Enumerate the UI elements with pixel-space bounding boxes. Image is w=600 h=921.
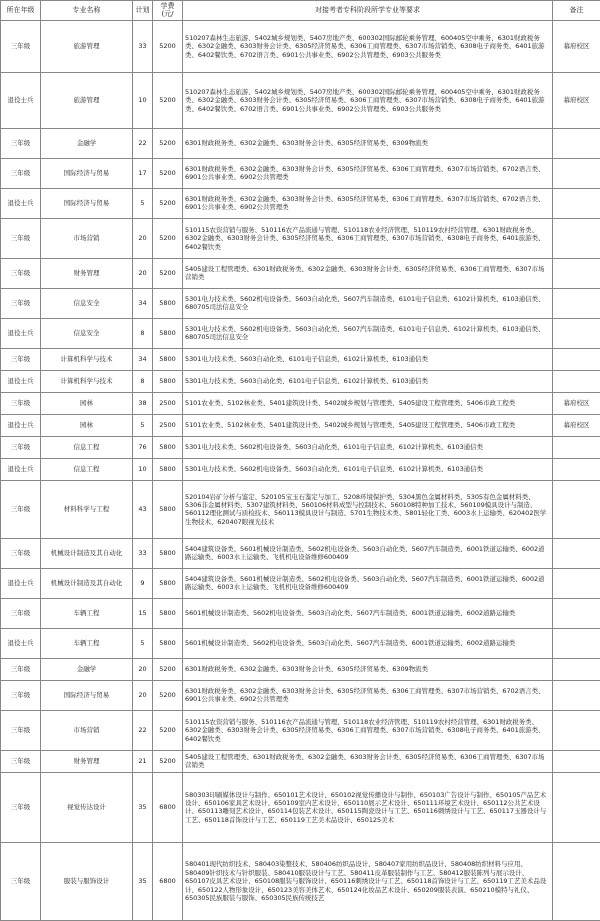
plan-cell: 20 [133, 218, 153, 258]
requirement-cell: 5301电力技术类、5602机电设备类、5603自动化类、5607汽车制造类、6101电子信息类、6102计算机类、6103通信类、680705司法信息安全 [183, 318, 553, 348]
major-cell: 计算机科学与技术 [41, 370, 133, 392]
major-cell: 市场营销 [41, 218, 133, 258]
note-cell [553, 288, 600, 318]
plan-cell: 20 [133, 658, 153, 680]
major-cell: 计算机科学与技术 [41, 348, 133, 370]
plan-cell: 38 [133, 392, 153, 414]
table-row [1, 772, 600, 842]
major-cell: 园林 [41, 414, 133, 436]
plan-cell: 20 [133, 680, 153, 710]
fee-cell: 5800 [153, 538, 183, 568]
note-cell [553, 658, 600, 680]
major-cell: 市场营销 [41, 710, 133, 750]
major-cell: 国际经济与贸易 [41, 158, 133, 188]
requirement-cell: 510207森林生态旅游、5402城乡规划类、5407房地产类、600302国际邮轮乘务管理、600405空中乘务、6301财政税务类、6302金融类、6303财务会计类、6305经济贸易类、6306工商管理类、6307市场营销类、6308电子商务类、6401旅游类、6402餐饮类、6702语言类、6901公共事业类、6902公共管理类、6903公共服务类 [183, 72, 553, 128]
requirement-cell: 5301电力技术类、5603自动化类、6101电子信息类、6102计算机类、6103通信类 [183, 348, 553, 370]
major-cell: 国际经济与贸易 [41, 188, 133, 218]
requirement-cell: 5405建设工程管理类、6301财政税务类、6302金融类、6303财务会计类、6305经济贸易类、6306工商管理类、6307市场营销类 [183, 258, 553, 288]
plan-cell: 34 [133, 348, 153, 370]
note-cell [553, 538, 600, 568]
grade-cell: 退役士兵 [1, 188, 41, 218]
table-row [1, 680, 600, 710]
major-cell: 财务管理 [41, 258, 133, 288]
fee-cell: 2500 [153, 414, 183, 436]
table-row [1, 348, 600, 370]
table-row [1, 258, 600, 288]
fee-cell: 6800 [153, 772, 183, 842]
plan-cell: 35 [133, 842, 153, 920]
fee-cell: 5800 [153, 288, 183, 318]
major-cell: 旅游管理 [41, 72, 133, 128]
fee-cell: 5200 [153, 128, 183, 158]
requirement-cell: 5101农业类、5102林业类、5401建筑设计类、5402城乡规划与管理类、5405建设工程管理类、5406市政工程类 [183, 392, 553, 414]
table-row [1, 188, 600, 218]
grade-cell: 三年级 [1, 598, 41, 628]
major-cell: 金融学 [41, 128, 133, 158]
fee-cell: 5800 [153, 318, 183, 348]
table-row [1, 750, 600, 772]
grade-cell: 三年级 [1, 680, 41, 710]
grade-cell: 三年级 [1, 20, 41, 72]
grade-cell: 三年级 [1, 772, 41, 842]
requirement-cell: 510115农资营销与服务、510116农产品流通与管理、510118农业经济管理、510119农村经营管理、6301财政税务类、6302金融类、6303财务会计类、6305经济贸易类、6306工商管理类、6307市场营销类、6308电子商务类、6401旅游类、6402餐饮类 [183, 218, 553, 258]
grade-cell: 三年级 [1, 258, 41, 288]
major-cell: 园林 [41, 392, 133, 414]
fee-cell: 5200 [153, 72, 183, 128]
fee-cell: 5800 [153, 568, 183, 598]
table-row [1, 72, 600, 128]
table-row [1, 370, 600, 392]
header-row [1, 1, 600, 21]
major-cell: 旅游管理 [41, 20, 133, 72]
major-cell: 国际经济与贸易 [41, 680, 133, 710]
fee-cell: 5800 [153, 348, 183, 370]
fee-cell: 5800 [153, 628, 183, 658]
grade-cell: 三年级 [1, 218, 41, 258]
requirement-cell: 5404建筑设备类、5601机械设计制造类、5602机电设备类、5603自动化类、5607汽车制造类、6001铁道运输类、6002道路运输类、6003水上运输类、飞机机电设备维修600409 [183, 538, 553, 568]
plan-cell: 34 [133, 288, 153, 318]
major-cell: 信息工程 [41, 436, 133, 458]
fee-cell: 5200 [153, 158, 183, 188]
plan-cell: 21 [133, 750, 153, 772]
plan-cell: 10 [133, 458, 153, 480]
table-row [1, 218, 600, 258]
grade-cell: 退役士兵 [1, 318, 41, 348]
note-cell [553, 628, 600, 658]
grade-cell: 三年级 [1, 348, 41, 370]
plan-cell: 33 [133, 20, 153, 72]
grade-cell: 退役士兵 [1, 72, 41, 128]
plan-cell: 5 [133, 628, 153, 658]
grade-cell: 三年级 [1, 288, 41, 318]
table-row [1, 568, 600, 598]
plan-cell: 35 [133, 772, 153, 842]
note-cell [553, 436, 600, 458]
grade-cell: 三年级 [1, 158, 41, 188]
major-cell: 信息安全 [41, 288, 133, 318]
note-cell [553, 370, 600, 392]
fee-cell: 5800 [153, 598, 183, 628]
requirement-cell: 6301财政税务类、6302金融类、6303财务会计类、6305经济贸易类、6306工商管理类、6307市场营销类、6702语言类、6901公共事业类、6902公共管理类 [183, 188, 553, 218]
fee-cell: 5200 [153, 750, 183, 772]
plan-cell: 5 [133, 414, 153, 436]
requirement-cell: 5601机械设计制造类、5602机电设备类、5603自动化类、5607汽车制造类、6001铁道运输类、6002道路运输类 [183, 628, 553, 658]
major-cell: 金融学 [41, 658, 133, 680]
grade-cell: 退役士兵 [1, 414, 41, 436]
header-major: 专业名称 [41, 1, 133, 21]
grade-cell: 三年级 [1, 436, 41, 458]
grade-cell: 三年级 [1, 842, 41, 920]
requirement-cell: 5301电力技术类、5602机电设备类、5603自动化类、6101电子信息类、6102计算机类、6103通信类 [183, 458, 553, 480]
note-cell [553, 158, 600, 188]
grade-cell: 三年级 [1, 658, 41, 680]
grade-cell: 退役士兵 [1, 568, 41, 598]
requirement-cell: 5601机械设计制造类、5602机电设备类、5603自动化类、5607汽车制造类、6001铁道运输类、6002道路运输类 [183, 598, 553, 628]
note-cell [553, 348, 600, 370]
plan-cell: 22 [133, 128, 153, 158]
fee-cell: 5200 [153, 188, 183, 218]
fee-cell: 5800 [153, 458, 183, 480]
requirement-cell: 510207森林生态旅游、5402城乡规划类、5407房地产类、600302国际邮轮乘务管理、600405空中乘务、6301财政税务类、6302金融类、6303财务会计类、6305经济贸易类、6306工商管理类、6307市场营销类、6308电子商务类、6401旅游类、6402餐饮类、6702语言类、6901公共事业类、6902公共管理类、6903公共服务类 [183, 20, 553, 72]
grade-cell: 三年级 [1, 710, 41, 750]
major-cell: 财务管理 [41, 750, 133, 772]
requirement-cell: 5101农业类、5102林业类、5401建筑设计类、5402城乡规划与管理类、5405建设工程管理类、5406市政工程类 [183, 414, 553, 436]
grade-cell: 退役士兵 [1, 370, 41, 392]
fee-cell: 2500 [153, 392, 183, 414]
fee-cell: 5200 [153, 710, 183, 750]
requirement-cell: 6301财政税务类、6302金融类、6303财务会计类、6305经济贸易类、6309物流类 [183, 658, 553, 680]
note-cell [553, 568, 600, 598]
note-cell [553, 458, 600, 480]
fee-cell: 5200 [153, 20, 183, 72]
plan-cell: 22 [133, 710, 153, 750]
plan-cell: 10 [133, 72, 153, 128]
note-cell [553, 128, 600, 158]
note-cell [553, 680, 600, 710]
plan-cell: 8 [133, 370, 153, 392]
note-cell: 幕府校区 [553, 72, 600, 128]
note-cell [553, 842, 600, 920]
plan-cell: 20 [133, 258, 153, 288]
note-cell [553, 258, 600, 288]
requirement-cell: 6301财政税务类、6302金融类、6303财务会计类、6305经济贸易类、6306工商管理类、6307市场营销类、6702语言类、6901公共事业类、6902公共管理类 [183, 680, 553, 710]
note-cell: 幕府校区 [553, 392, 600, 414]
note-cell: 幕府校区 [553, 20, 600, 72]
table-row [1, 710, 600, 750]
table-row [1, 128, 600, 158]
table-row [1, 628, 600, 658]
major-cell: 车辆工程 [41, 628, 133, 658]
note-cell [553, 218, 600, 258]
requirement-cell: 6301财政税务类、6302金融类、6303财务会计类、6305经济贸易类、6306工商管理类、6307市场营销类、6702语言类、6901公共事业类、6902公共管理类 [183, 158, 553, 188]
fee-cell: 5200 [153, 218, 183, 258]
requirement-cell: 5405建设工程管理类、6301财政税务类、6302金融类、6303财务会计类、6305经济贸易类、6306工商管理类、6307市场营销类 [183, 750, 553, 772]
note-cell [553, 750, 600, 772]
table-row [1, 598, 600, 628]
requirement-cell: 5404建筑设备类、5601机械设计制造类、5602机电设备类、5603自动化类、5607汽车制造类、6001铁道运输类、6002道路运输类、6003水上运输类、飞机机电设备维修600409 [183, 568, 553, 598]
major-cell: 信息安全 [41, 318, 133, 348]
grade-cell: 退役士兵 [1, 628, 41, 658]
note-cell [553, 480, 600, 538]
table-row [1, 392, 600, 414]
header-fee: 学费(元/ [153, 1, 183, 21]
fee-cell: 5200 [153, 258, 183, 288]
plan-cell: 17 [133, 158, 153, 188]
requirement-cell: 6301财政税务类、6302金融类、6303财务会计类、6305经济贸易类、6309物流类 [183, 128, 553, 158]
major-cell: 机械设计制造及其自动化 [41, 538, 133, 568]
note-cell [553, 318, 600, 348]
requirement-cell: 520104岩矿分析与鉴定、520105宝玉石鉴定与加工、5208环境保护类、5304黑色金属材料类、5305有色金属材料类、5306非金属材料类、5307建筑材料类、560106材料成型与控制技术、560108特种加工技术、560109模具设计与制造、560112理化测试与质检技术、560113模具设计与制造、5701生物技术类、5801轻化工类、6003水上运输类、620402医学生物技术、620407眼视光技术 [183, 480, 553, 538]
note-cell [553, 710, 600, 750]
grade-cell: 三年级 [1, 480, 41, 538]
header-requirement: 对接考者专科阶段所学专业等要求 [183, 1, 553, 21]
table-row [1, 436, 600, 458]
fee-cell: 5200 [153, 680, 183, 710]
header-note: 备注 [553, 1, 600, 21]
grade-cell: 退役士兵 [1, 458, 41, 480]
requirement-cell: 5301电力技术类、5602机电设备类、5603自动化类、5607汽车制造类、6101电子信息类、6102计算机类、6103通信类、680705司法信息安全 [183, 288, 553, 318]
table-row [1, 20, 600, 72]
fee-cell: 5800 [153, 370, 183, 392]
header-grade: 所在年级 [1, 1, 41, 21]
table-row [1, 158, 600, 188]
plan-cell: 76 [133, 436, 153, 458]
table-row [1, 288, 600, 318]
table-row [1, 414, 600, 436]
note-cell [553, 188, 600, 218]
requirement-cell: 5301电力技术类、5602机电设备类、5603自动化类、6101电子信息类、6102计算机类、6103通信类 [183, 436, 553, 458]
plan-cell: 33 [133, 538, 153, 568]
plan-cell: 8 [133, 318, 153, 348]
major-cell: 视觉传达设计 [41, 772, 133, 842]
grade-cell: 三年级 [1, 392, 41, 414]
requirement-cell: 580401现代纺织技术、580403染整技术、580406纺织品设计、580407家用纺织品设计、580408纺织材料与应用、580409针织技术与针织服装、580410服装设计与工艺、580411皮革服装制作与工艺、580412服装陈列与展示设计、650107皮具艺术设计、650108服装与服饰设计、650116刺绣设计与工艺、650118首饰设计与工艺、650119工艺美术品设计、650122人物形象设计、650123美容美体艺术、650124化妆品艺术设计、650209服装表演、650210模特与礼仪、650305民族服装与服饰、650305民族传统技艺 [183, 842, 553, 920]
table-row [1, 458, 600, 480]
requirement-cell: 5301电力技术类、5603自动化类、6101电子信息类、6102计算机类、6103通信类 [183, 370, 553, 392]
table-row [1, 658, 600, 680]
table-row [1, 842, 600, 920]
header-plan: 计划 [133, 1, 153, 21]
grade-cell: 三年级 [1, 750, 41, 772]
fee-cell: 5800 [153, 480, 183, 538]
table-row [1, 538, 600, 568]
plan-cell: 9 [133, 568, 153, 598]
table-row [1, 480, 600, 538]
note-cell [553, 598, 600, 628]
grade-cell: 三年级 [1, 128, 41, 158]
major-cell: 服装与服饰设计 [41, 842, 133, 920]
plan-cell: 5 [133, 188, 153, 218]
requirement-cell: 580303印刷媒体设计与制作、650101艺术设计、650102视觉传播设计与制作、650103广告设计与制作、650105产品艺术设计、650106家具艺术设计、650109室内艺术设计、650110展示艺术设计、650111环境艺术设计、650112公共艺术设计、650113雕刻艺术设计、650114包装艺术设计、650115陶瓷设计与工艺、650116刺绣设计与工艺、650117玉器设计与工艺、650118首饰设计与工艺、650119工艺美术品设计、650125美术 [183, 772, 553, 842]
table-row [1, 318, 600, 348]
major-cell: 信息工程 [41, 458, 133, 480]
fee-cell: 5200 [153, 658, 183, 680]
plan-cell: 43 [133, 480, 153, 538]
major-cell: 机械设计制造及其自动化 [41, 568, 133, 598]
note-cell: 幕府校区 [553, 414, 600, 436]
grade-cell: 三年级 [1, 538, 41, 568]
fee-cell: 5800 [153, 436, 183, 458]
fee-cell: 6800 [153, 842, 183, 920]
major-cell: 材料科学与工程 [41, 480, 133, 538]
note-cell [553, 772, 600, 842]
plan-cell: 15 [133, 598, 153, 628]
requirement-cell: 510115农资营销与服务、510116农产品流通与管理、510118农业经济管理、510119农村经营管理、6301财政税务类、6302金融类、6303财务会计类、6305经济贸易类、6306工商管理类、6307市场营销类、6308电子商务类、6401旅游类、6402餐饮类 [183, 710, 553, 750]
major-cell: 车辆工程 [41, 598, 133, 628]
